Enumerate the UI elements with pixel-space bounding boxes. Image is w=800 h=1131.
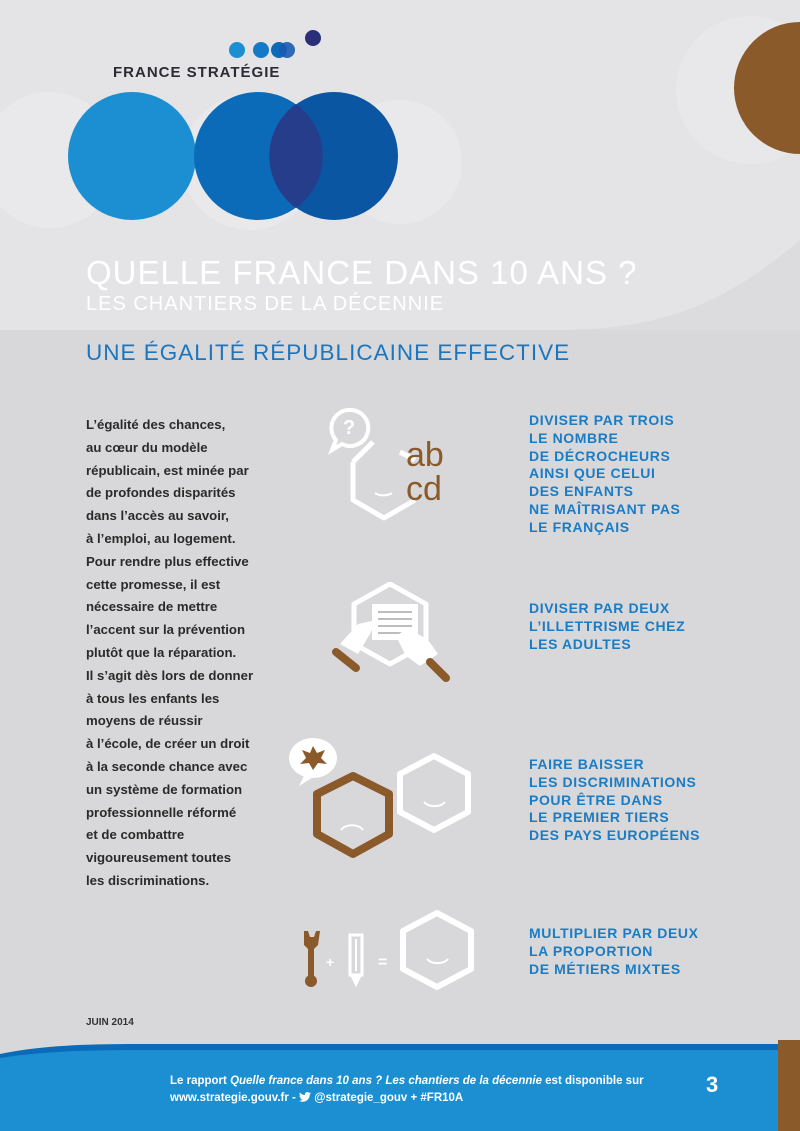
reading-hands-icon xyxy=(330,582,460,682)
wrench-plus-pencil-icon xyxy=(298,905,478,995)
intro-paragraph: L’égalité des chances, au cœur du modèle républicain, est minée par de profondes disparités dans l’accès au savoir, à l’emploi, au logement. Pour rendre plus effective cette promesse, il est nécessaire de mettre l’accent sur la prévention plutôt que la réparation. Il s’agit dès lors de donner à tous les enfants les moyens de réussir à l’école, de créer un droit à la seconde chance avec un système de formation professionnelle réformé et de combattre vigoureusement toutes les discriminations. xyxy=(86,417,254,888)
svg-text:=: = xyxy=(378,954,388,971)
svg-text:+: + xyxy=(326,954,335,970)
goal-4: MULTIPLIER PAR DEUX LA PROPORTION DE MÉTIERS MIXTES xyxy=(529,925,699,977)
logo-dots xyxy=(225,28,325,62)
abcd-question-icon xyxy=(320,400,470,525)
page-title: QUELLE FRANCE DANS 10 ANS ? xyxy=(86,254,638,291)
discrimination-icon xyxy=(285,736,485,876)
svg-text:ab: ab xyxy=(406,436,444,474)
footer-text: Le rapport Quelle france dans 10 ans ? Les chantiers de la décennie est disponible sur www.strategie.gouv.fr - @strategie_gouv + #FR10A xyxy=(170,1075,644,1104)
goal-2: DIVISER PAR DEUX L’ILLETTRISME CHEZ LES ADULTES xyxy=(529,600,686,652)
twitter-handle[interactable]: @strategie_gouv + #FR10A xyxy=(314,1092,464,1104)
publication-date: JUIN 2014 xyxy=(86,1017,134,1028)
report-title: Quelle france dans 10 ans ? Les chantiers de la décennie xyxy=(230,1075,542,1087)
page-subtitle: LES CHANTIERS DE LA DÉCENNIE xyxy=(86,293,445,315)
section-title: UNE ÉGALITÉ RÉPUBLICAINE EFFECTIVE xyxy=(86,340,571,365)
website-link[interactable]: www.strategie.gouv.fr - xyxy=(170,1092,300,1104)
header-circles xyxy=(0,90,480,230)
goal-3: FAIRE BAISSER LES DISCRIMINATIONS POUR ÊTRE DANS LE PREMIER TIERS DES PAYS EUROPÉENS xyxy=(529,756,701,844)
brown-decorative-circle xyxy=(660,10,800,230)
brand-name: FRANCE STRATÉGIE xyxy=(113,64,281,81)
twitter-icon xyxy=(299,1092,311,1102)
goal-1: DIVISER PAR TROIS LE NOMBRE DE DÉCROCHEURS AINSI QUE CELUI DES ENFANTS NE MAÎTRISANT PAS LE FRANÇAIS xyxy=(529,412,681,535)
page-number: 3 xyxy=(706,1072,719,1097)
svg-text:?: ? xyxy=(343,417,356,439)
svg-text:cd: cd xyxy=(406,470,442,508)
